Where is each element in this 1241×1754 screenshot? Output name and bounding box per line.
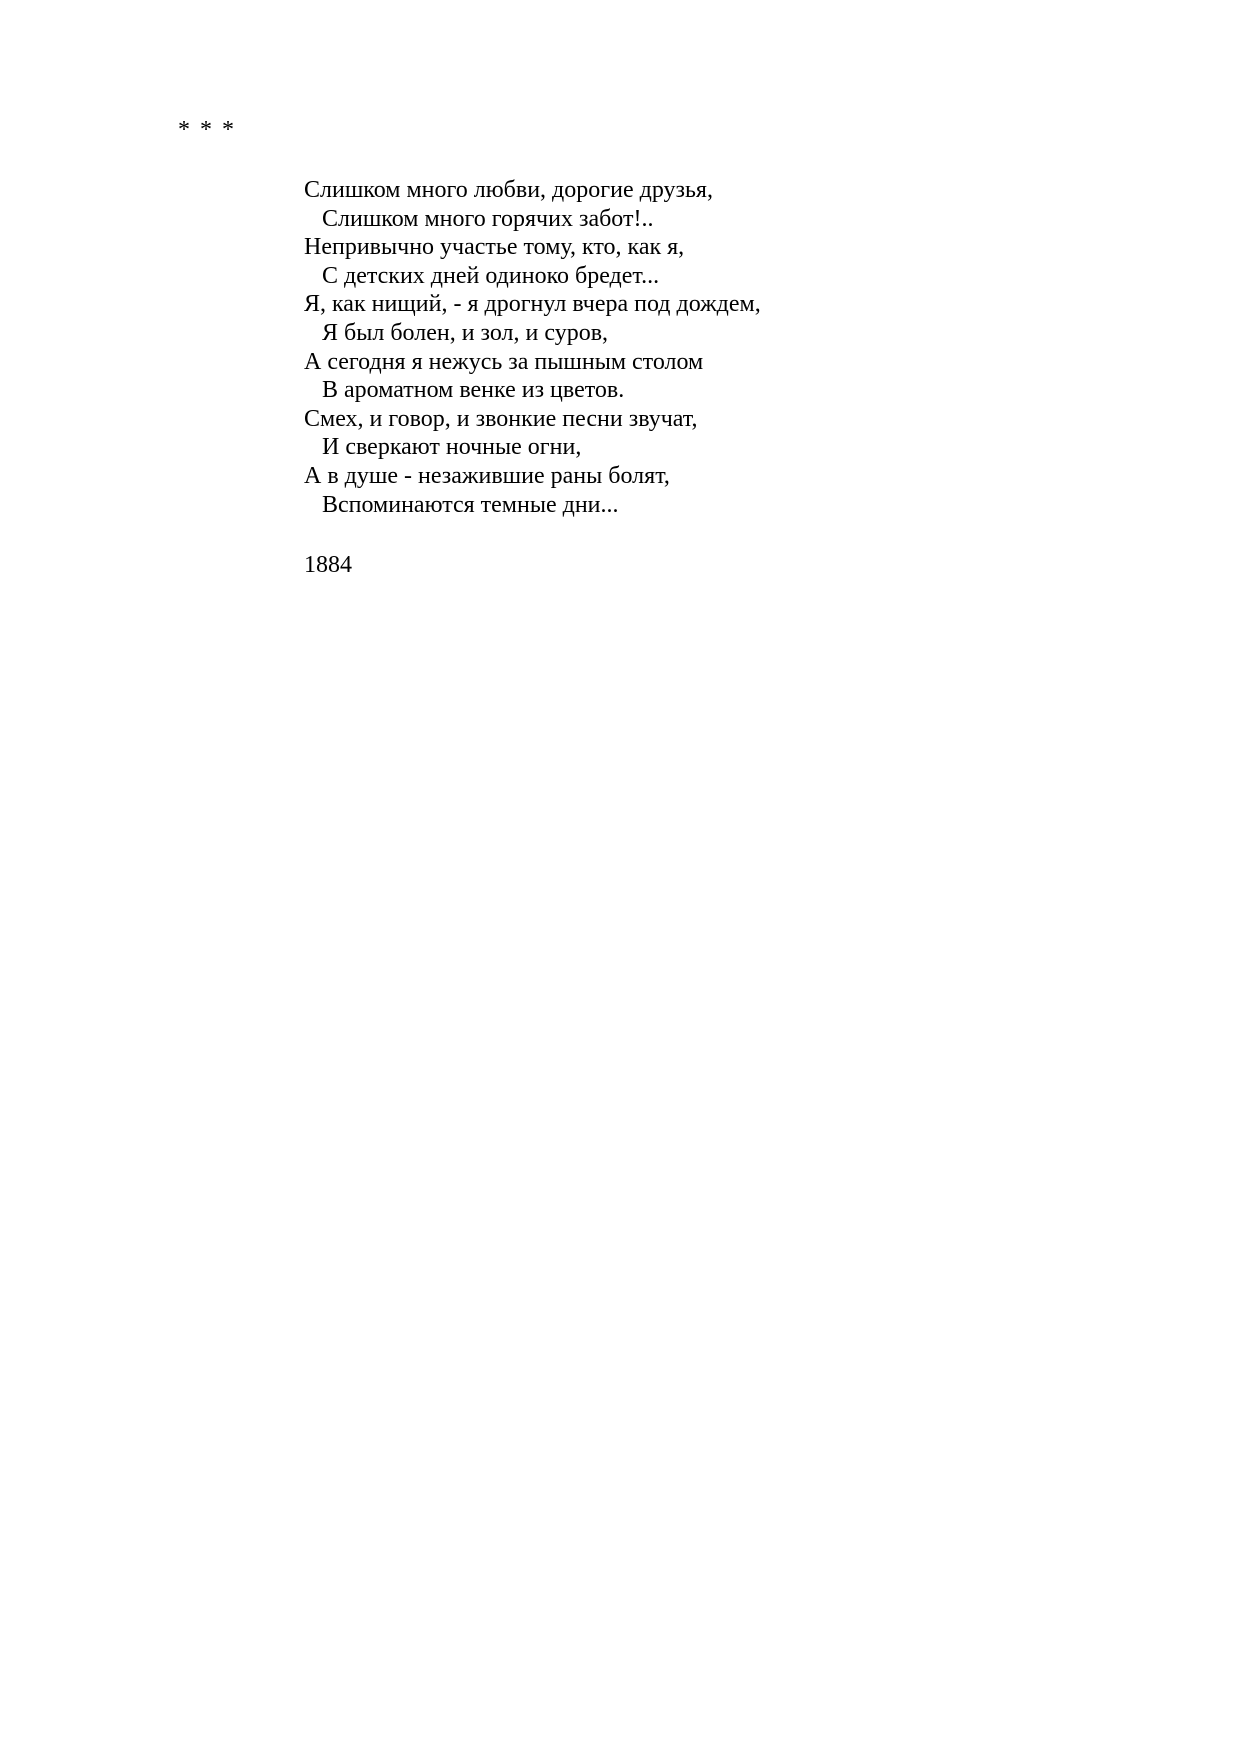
poem-line: Слишком много любви, дорогие друзья,: [304, 177, 713, 203]
poem-line: Непривычно участье тому, кто, как я,: [304, 234, 685, 261]
poem-line: И сверкают ночные огни,: [322, 434, 582, 461]
poem-line: Вспоминаются темные дни...: [322, 491, 619, 518]
poem-line: А в душе - незажившие раны болят,: [304, 462, 670, 489]
poem-line: С детских дней одиноко бредет...: [322, 262, 660, 289]
poem-line: Смех, и говор, и звонкие песни звучат,: [304, 405, 698, 432]
poem-line: Я был болен, и зол, и суров,: [322, 319, 609, 346]
poem-line: В ароматном венке из цветов.: [322, 377, 625, 404]
poem-line: Слишком много горячих забот!..: [322, 205, 654, 232]
poem-body: [304, 176, 761, 519]
poem-year: 1884: [304, 552, 352, 578]
section-separator: * * *: [178, 117, 236, 143]
poem-line: А сегодня я нежусь за пышным столом: [304, 348, 704, 375]
poem-line: Я, как нищий, - я дрогнул вчера под дождем,: [304, 291, 761, 318]
